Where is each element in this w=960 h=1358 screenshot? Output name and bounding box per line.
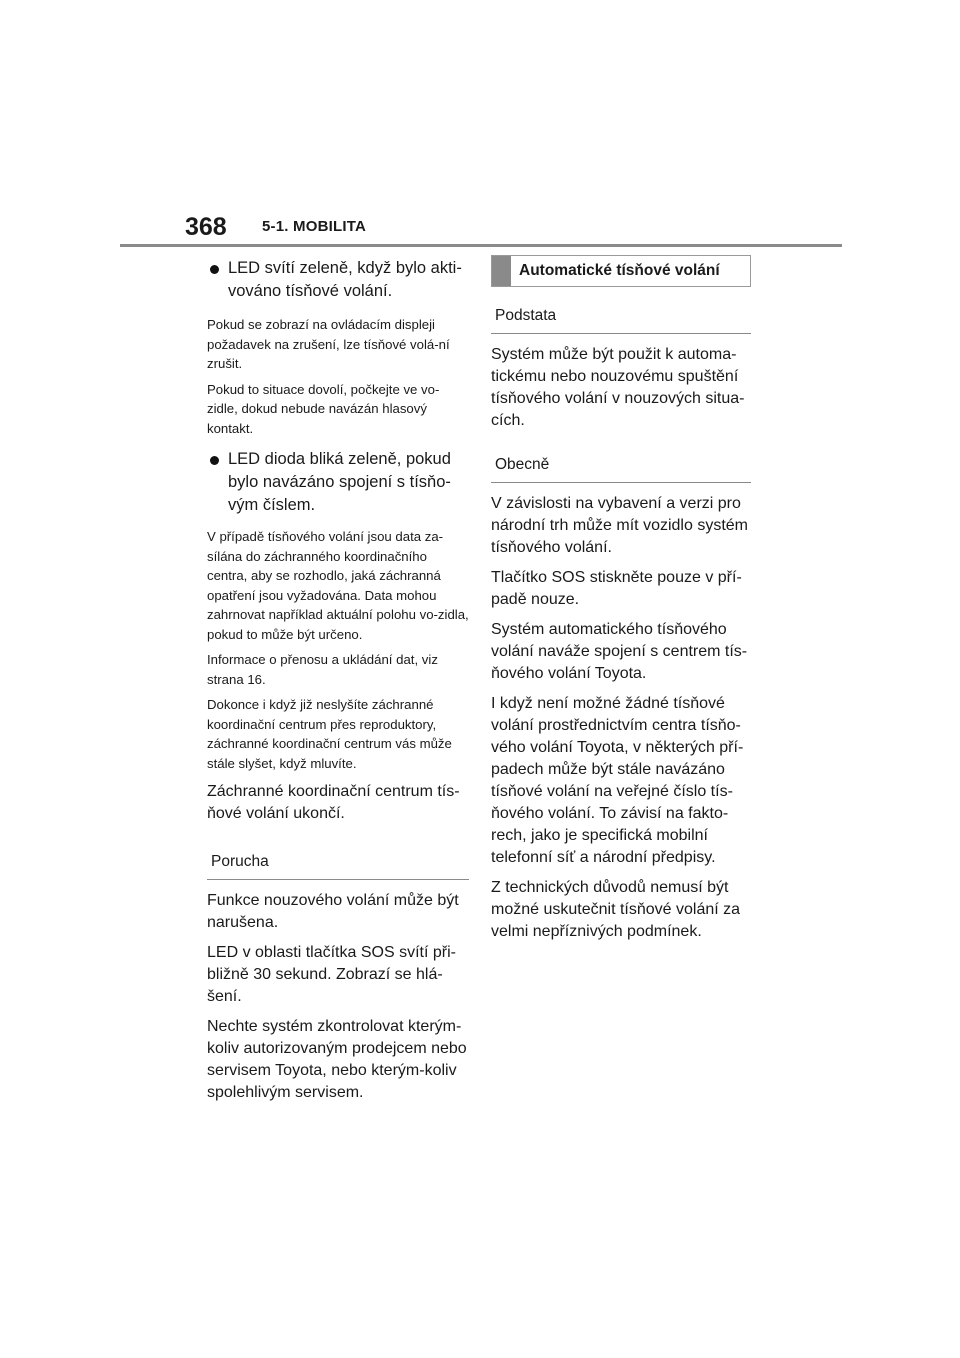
paragraph: Funkce nouzového volání může být narušena.	[207, 892, 459, 931]
paragraph: V závislosti na vybavení a verzi pro národní trh může mít vozidlo systém tísňového volání.	[491, 495, 748, 556]
header-divider	[120, 244, 842, 247]
paragraph-page-reference: Informace o přenosu a ukládání dat, viz strana 16.	[207, 652, 438, 687]
paragraph: Pokud to situace dovolí, počkejte ve vo-zidle, dokud nebude navázán hlasový kontakt.	[207, 381, 440, 436]
subheading-principle: Podstata	[491, 299, 751, 334]
paragraph: Dokonce i když již neslyšíte záchranné koordinační centrum přes reproduktory, záchranné koordinační centrum vás může stále slyšet, když mluvíte.	[207, 697, 452, 771]
paragraph: I když není možné žádné tísňové volání prostřednictvím centra tísňo-vého volání Toyota, v některých pří-padech může být stále navázáno tísňové volání na veřejné číslo tís-ňového volání. To závisí na fakto-rech, jako je specifická mobilní telefonní síť a národní předpisy.	[491, 695, 744, 866]
bullet-led-green: LED svítí zeleně, když bylo akti-vováno tísňové volání.	[207, 257, 469, 303]
paragraph: LED v oblasti tlačítka SOS svítí při-bližně 30 sekund. Zobrazí se hlá-šení.	[207, 944, 456, 1005]
subheading-fault: Porucha	[207, 845, 469, 880]
paragraph: Systém může být použit k automa-tickému nebo nouzovému spuštění tísňového volání v nouzových situa-cích.	[491, 346, 745, 429]
paragraph: Systém automatického tísňového volání naváže spojení s centrem tís-ňového volání Toyota.	[491, 621, 748, 682]
heading-marker	[492, 256, 511, 286]
paragraph: Nechte systém zkontrolovat kterým-koliv autorizovaným prodejcem nebo servisem Toyota, nebo kterým-koliv spolehlivým servisem.	[207, 1018, 467, 1101]
paragraph: Pokud se zobrazí na ovládacím displeji požadavek na zrušení, lze tísňové volá-ní zrušit.	[207, 317, 450, 371]
paragraph: V případě tísňového volání jsou data za-sílána do záchranného koordinačního centra, aby se rozhodlo, jaká záchranná opatření jsou vyžadována. Data mohou zahrnovat například aktuální polohu vo-zidla, pokud to může být určeno.	[207, 529, 469, 642]
bullet-led-blink: LED dioda bliká zeleně, pokud bylo navázáno spojení s tísňo-vým číslem.	[207, 448, 469, 517]
subheading-general: Obecně	[491, 448, 751, 483]
right-column	[491, 255, 751, 943]
paragraph: Záchranné koordinační centrum tís-ňové volání ukončí.	[207, 783, 460, 822]
paragraph: Z technických důvodů nemusí být možné uskutečnit tísňové volání za velmi nepříznivých podmínek.	[491, 879, 741, 940]
section-title: 5-1. MOBILITA	[262, 218, 366, 235]
left-column	[207, 255, 469, 1104]
bullet-icon	[210, 456, 219, 465]
paragraph: Tlačítko SOS stiskněte pouze v pří-padě nouze.	[491, 569, 742, 608]
page-number: 368	[185, 213, 227, 241]
bullet-icon	[210, 265, 219, 274]
section-box-heading: Automatické tísňové volání	[491, 255, 751, 287]
